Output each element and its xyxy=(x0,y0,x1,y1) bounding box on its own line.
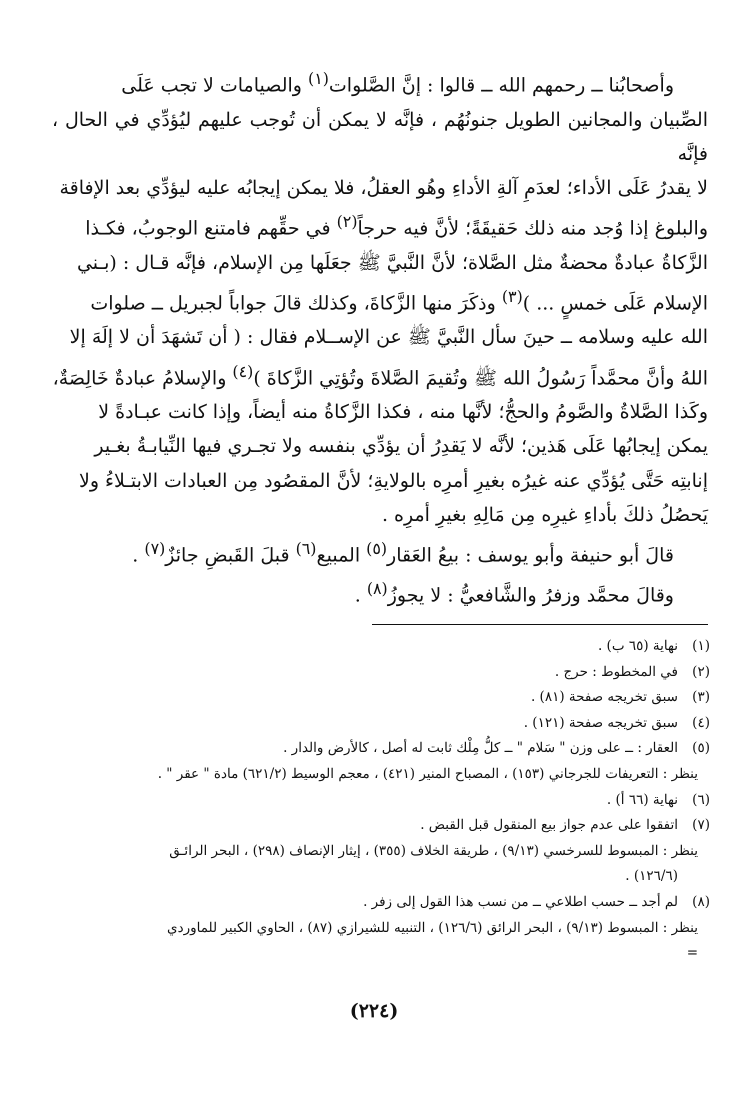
footnote-continuation xyxy=(40,916,710,942)
footnote-text: سبق تخريجه صفحة (١٢١) . xyxy=(523,714,678,731)
text-line: والبلوغ إذا وُجد منه ذلك حَقيقَةً؛ لأنَّ فيه حرجاً$^{(٢)}$ في حقِّهم فامتنع الوجوبُ، فكـذا xyxy=(85,212,708,240)
footnote-number: (١) xyxy=(692,638,710,654)
footnote xyxy=(40,788,710,814)
footnote-number: (٥) xyxy=(692,740,710,757)
text-line: وأصحابُنا ــ رحمهم الله ــ قالوا : إنَّ الصَّلوات$^{(١)}$ والصيامات لا تجب عَلَى xyxy=(121,69,674,97)
footnote-continuation xyxy=(40,864,710,890)
footnote-text: اتفقوا على عدم جواز بيع المنقول قبل القبض . xyxy=(420,817,678,834)
footnote-number: (٦) xyxy=(692,791,710,808)
footnote-number: (٧) xyxy=(692,817,710,834)
footnote-separator xyxy=(372,624,708,625)
text-line: الله عليه وسلامه ــ حينَ سأل النَّبيَّ ﷺ عن الإســلام فقال : ( أن تَشهَدَ أن لا إلَهَ إلا xyxy=(69,326,708,349)
text-line: وقالَ محمَّد وزفرُ والشَّافعيُّ : لا يجوزُ$^{(٨)}$ . xyxy=(354,579,674,607)
footnote-text: ينظر : المبسوط للسرخسي (٩/١٣) ، طريقة الخلاف (٣٥٥) ، إيثار الإنصاف (٢٩٨) ، البحر الرائـق xyxy=(169,842,698,859)
footnote-text: العقار : ــ على وزن " سَلام " ــ كلُّ مِلْك ثابت له أصل ، كالأرض والدار . xyxy=(283,740,678,757)
footnote-text: في المخطوط : حرج . xyxy=(554,663,678,680)
main-text xyxy=(52,62,708,613)
footnote-text: ينظر : التعريفات للجرجاني (١٥٣) ، المصباح المنير (٤٢١) ، معجم الوسيط (٦٢١/٢) مادة " عقر " . xyxy=(157,765,698,782)
text-line: لا يقدرُ عَلَى الأداء؛ لعدَمِ آلةِ الأداءِ وهُو العقلُ، فلا يمكن إيجابُه عليه ليؤدِّي بعد الإفاقة xyxy=(59,176,708,199)
text-line: اللهُ وأنَّ محمَّداً رَسُولُ الله ﷺ وتُقيمَ الصَّلاةَ وتُؤتِي الزَّكاةَ )$^{(٤)}$ والإسلامُ عبادةٌ خَالِصَةٌ، xyxy=(52,361,708,389)
footnote xyxy=(40,634,710,660)
footnote xyxy=(40,813,710,839)
footnote-text: (١٢٦/٦) . xyxy=(625,868,678,885)
footnote-text: = xyxy=(686,945,698,962)
text-line: وكَذا الصَّلاةُ والصَّومُ والحجُّ؛ لأنَّها منه ، فكذا الزَّكاةُ منه أيضاً، وإذا كانت عبـادةً لا xyxy=(98,401,708,424)
footnote-text: نهاية (٦٥ ب) . xyxy=(597,638,678,654)
footnote-number: (٣) xyxy=(692,689,710,706)
footnote-text: ينظر : المبسوط (٩/١٣) ، البحر الرائق (١٢٦/٦) ، التنبيه للشيرازي (٨٧) ، الحاوي الكبير للماوردي xyxy=(167,919,698,936)
text-line: يَحصُلُ ذلكَ بأداءِ غيرِه مِن مَالِهِ بغيرِ أمرِه . xyxy=(381,503,708,526)
footnote-number: (٨) xyxy=(692,893,710,910)
text-line: الزَّكاةُ عبادةٌ محضةٌ مثل الصَّلاة؛ لأنَّ النَّبيَّ ﷺ جعَلَها مِن الإسلام، فإنَّه قـال : (بـني xyxy=(76,251,708,274)
footnote xyxy=(40,711,710,737)
footnote xyxy=(40,660,710,686)
footnote-continuation xyxy=(40,762,710,788)
footnote-text: سبق تخريجه صفحة (٨١) . xyxy=(530,689,678,706)
text-line: الصِّبيان والمجانين الطويل جنونُهُم ، فإنَّه لا يمكن أن تُوجب عليهم ليُؤدِّي في الحال ، فإنَّه xyxy=(52,108,708,165)
footnote-text: لم أجد ــ حسب اطلاعي ــ من نسب هذا القول إلى زفر . xyxy=(363,893,678,910)
footnote xyxy=(40,890,710,916)
footnote xyxy=(40,685,710,711)
page-number: (٢٢٤) xyxy=(349,1000,399,1022)
text-line: إنابتِه حَتَّى يُؤدِّي عنه غيرُه بغيرِ أمرِه بالولايةِ؛ لأنَّ المقصُود مِن العبادات الابتـلاءُ ولا xyxy=(78,469,708,492)
text-line: يمكن إيجابُها عَلَى هَذين؛ لأنَّه لا يَقدِرُ أن يؤدِّي بنفسه ولا تجـري فيها النِّيابـةُ بغـير xyxy=(94,435,708,458)
footnotes xyxy=(40,634,710,967)
footnote xyxy=(40,736,710,762)
text-line: الإسلام عَلَى خمسٍ ... )$^{(٣)}$ وذكَرَ منها الزَّكاةَ، وكذلك قالَ جواباً لجبريل ــ صلوات xyxy=(90,286,708,315)
footnote-text: نهاية (٦٦ أ) . xyxy=(606,791,678,808)
footnote-continuation xyxy=(40,941,710,967)
text-line: قالَ أبو حنيفة وأبو يوسف : بيعُ العَقار$^{(٥)}$ المبيع$^{(٦)}$ قبلَ القَبضِ جائزٌ$^{(٧)}$ . xyxy=(132,538,674,567)
footnote-number: (٤) xyxy=(692,714,710,731)
footnote-continuation xyxy=(40,839,710,865)
footnote-number: (٢) xyxy=(692,663,710,680)
